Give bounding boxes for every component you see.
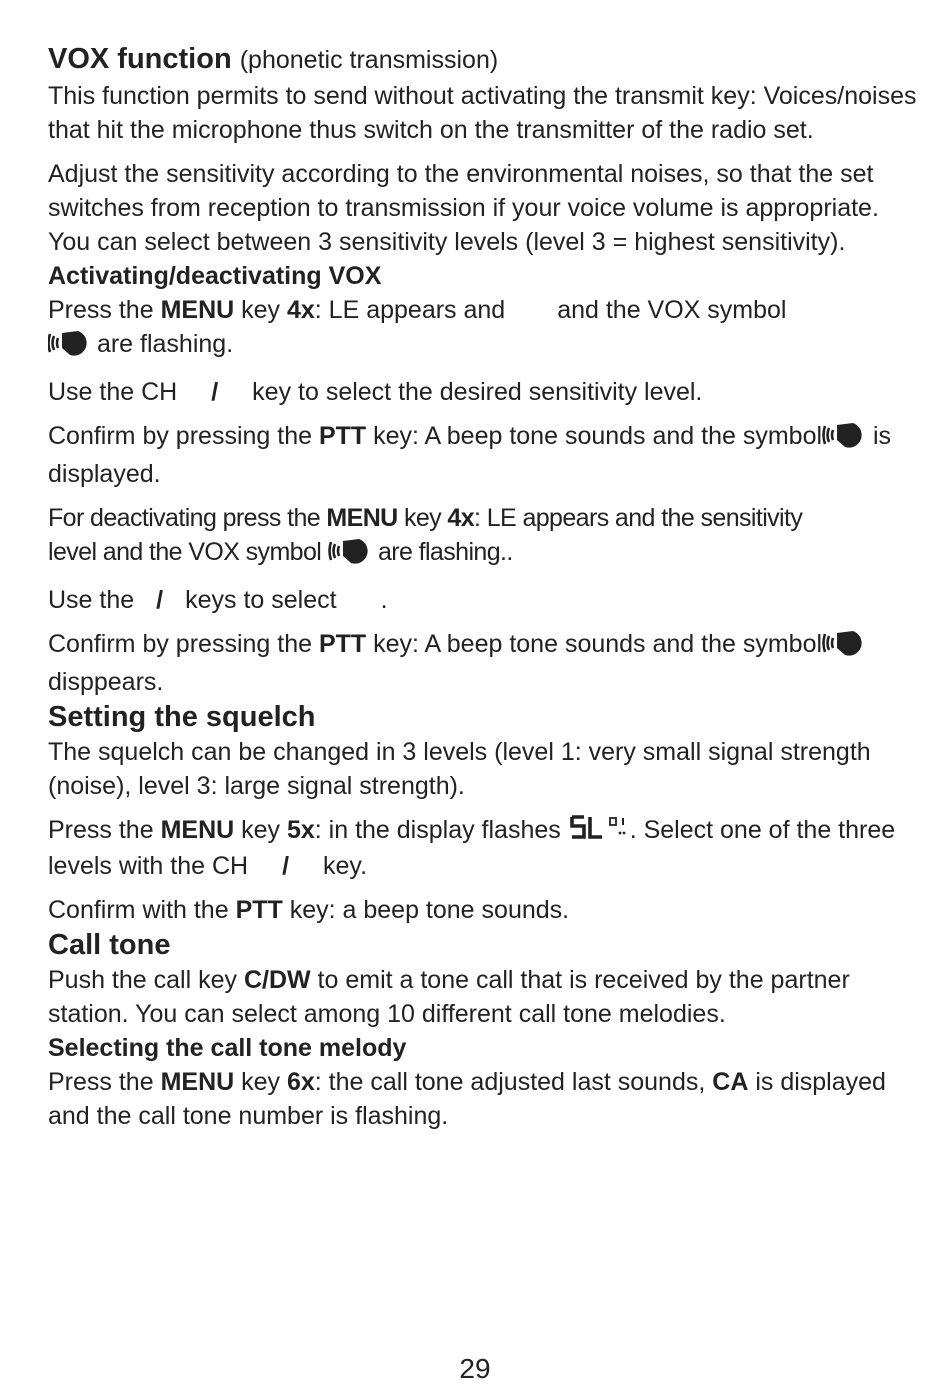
vox-intro: This function permits to send without activating the transmit key: Voices/noises that hit the microphone thus switch on the transmitter of the radio set. (48, 82, 917, 144)
vox-press-instruction: Press the MENU key 4x: LE appears and and the VOX symbol are flashing. (48, 293, 918, 365)
ptt-key-label: PTT (318, 422, 367, 450)
press-count: 4x (447, 504, 475, 532)
calltone-press-instruction: Press the MENU key 6x: the call tone adjusted last sounds, CA is displayed and the call tone number is flashing. (48, 1068, 886, 1130)
vox-confirm-1: Confirm by pressing the PTT key: A beep tone sounds and the symbol is displayed. (48, 422, 892, 488)
calltone-melody-heading: Selecting the call tone melody (48, 1034, 407, 1062)
vox-adjust: Adjust the sensitivity according to the environmental noises, so that the set switches from reception to transmission if your voice volume is appropriate. You can select between 3 sensitivity levels (level 3 = highest sensitivity). (48, 160, 879, 256)
vox-deactivate: For deactivating press the MENU key 4x: LE appears and the sensitivity level and the VOX symbol are flashing.. (48, 501, 918, 573)
vox-activating-heading: Activating/deactivating VOX (48, 262, 382, 290)
vox-symbol-icon (822, 422, 866, 457)
menu-key-label: MENU (160, 296, 235, 324)
vox-subtitle: (phonetic transmission) (239, 46, 499, 74)
vox-heading (48, 40, 918, 79)
squelch-press-instruction: Press the MENU key 5x: in the display flashes . Select one of the three levels with the CH / key. (48, 816, 896, 880)
ca-label: CA (712, 1068, 749, 1096)
ptt-key-label: PTT (318, 630, 367, 658)
menu-key-label: MENU (326, 504, 398, 532)
calltone-intro: Push the call key C/DW to emit a tone call that is received by the partner station. You can select among 10 different call tone melodies. (48, 966, 850, 1028)
press-count: 6x (286, 1068, 315, 1096)
press-count: 5x (286, 816, 315, 844)
ptt-key-label: PTT (235, 896, 283, 924)
call-key-label: C/DW (243, 966, 311, 994)
vox-use-ch: Use the CH / key to select the desired sensitivity level. (48, 378, 703, 406)
vox-title: VOX function (48, 43, 232, 75)
squelch-confirm: Confirm with the PTT key: a beep tone sounds. (48, 896, 570, 924)
vox-use-keys: Use the / keys to select . (48, 586, 388, 614)
vox-symbol-icon (48, 330, 90, 365)
manual-page (48, 40, 918, 1133)
squelch-heading: Setting the squelch (48, 701, 316, 733)
menu-key-label: MENU (160, 1068, 235, 1096)
page-number: 29 (459, 1353, 491, 1384)
vox-confirm-2: Confirm by pressing the PTT key: A beep tone sounds and the symbol disppears. (48, 627, 918, 699)
menu-key-label: MENU (160, 816, 235, 844)
vox-symbol-icon (822, 630, 866, 665)
squelch-intro: The squelch can be changed in 3 levels (level 1: very small signal strength (noise), level 3: large signal strength). (48, 738, 871, 800)
squelch-display-icon (568, 814, 630, 849)
calltone-heading: Call tone (48, 929, 171, 961)
vox-symbol-icon (328, 538, 372, 573)
press-count: 4x (286, 296, 315, 324)
